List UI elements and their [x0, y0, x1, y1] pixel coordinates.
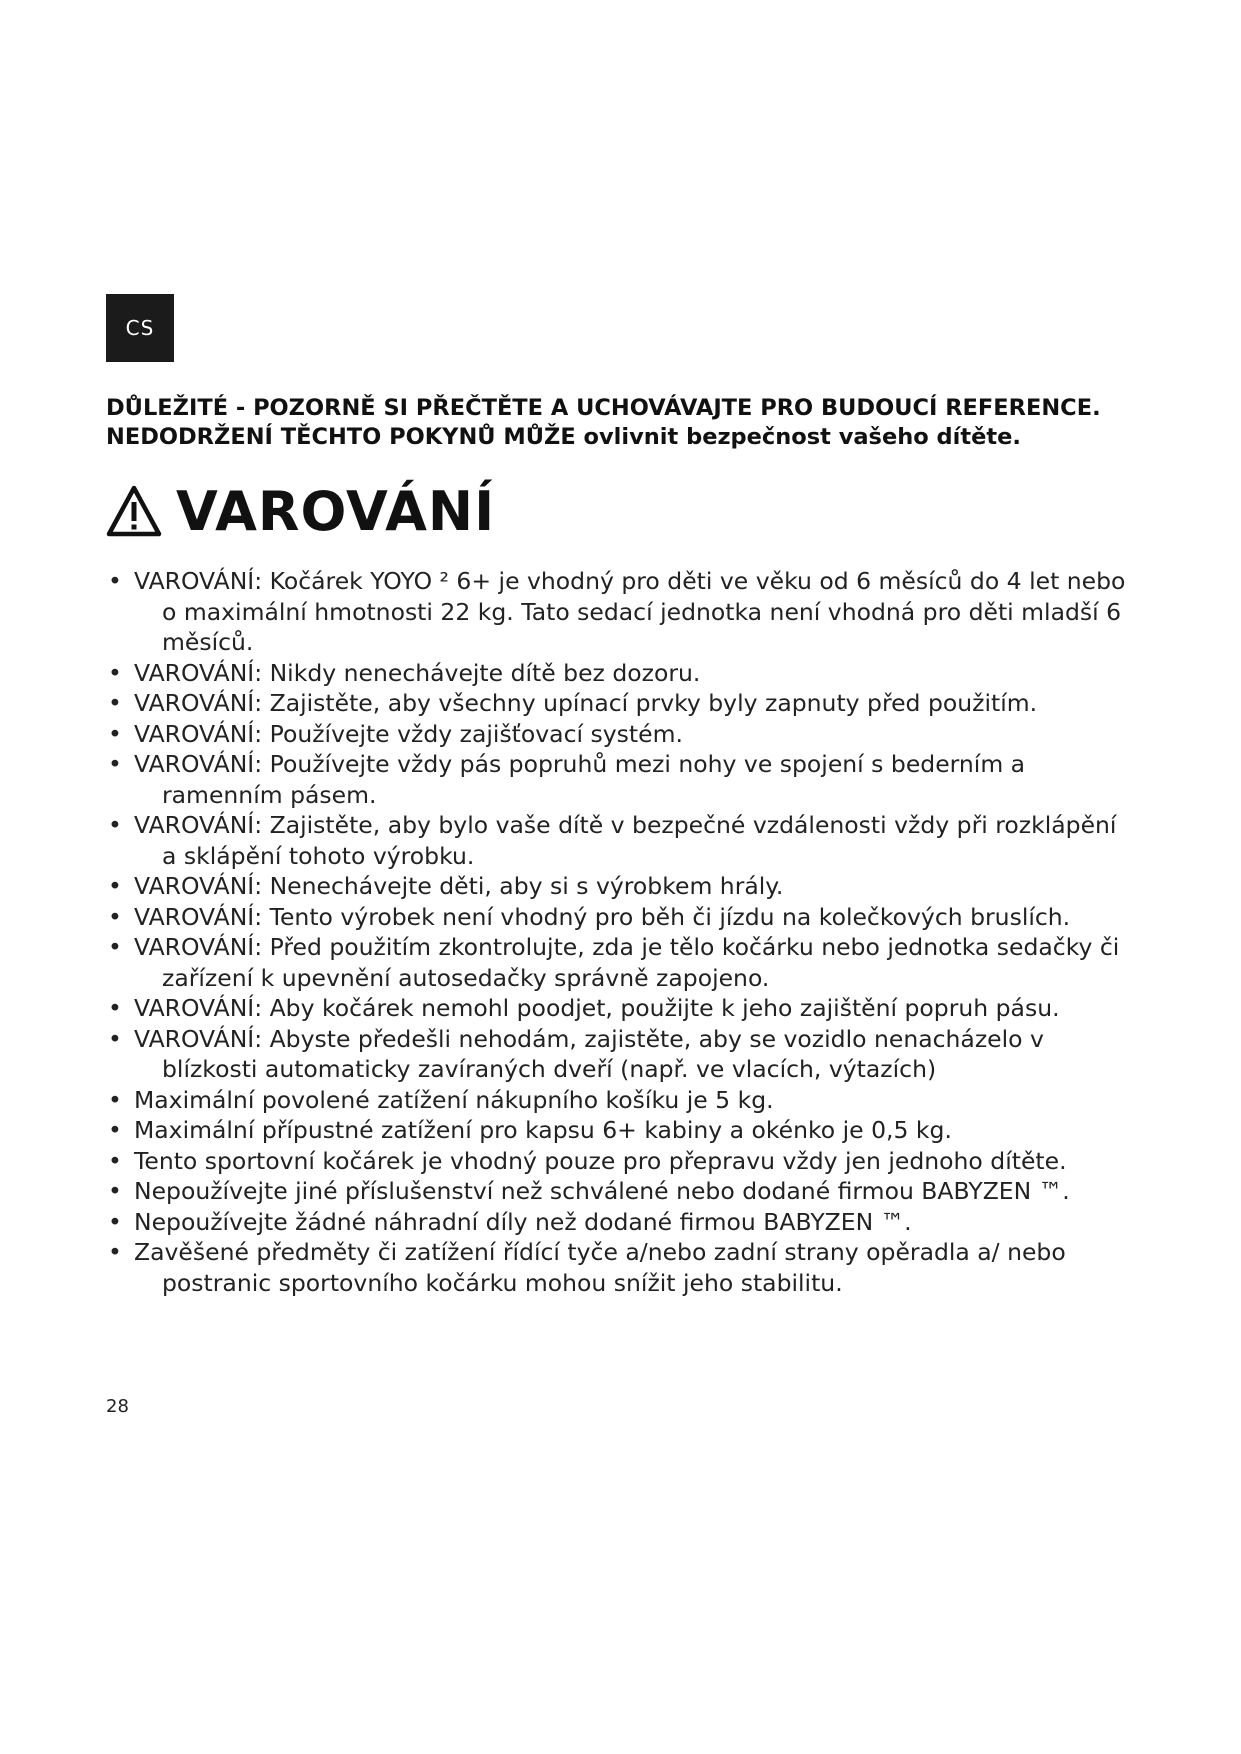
- list-item: • Tento sportovní kočárek je vhodný pouze pro přepravu vždy jen jednoho dítěte.: [106, 1146, 1136, 1177]
- warnings-list: [106, 566, 1136, 1298]
- list-item: • VAROVÁNÍ: Kočárek YOYO ² 6+ je vhodný pro děti ve věku od 6 měsíců do 4 let nebo o maximální hmotnosti 22 kg. Tato sedací jednotka není vhodná pro děti mladší 6 měsíců.: [106, 566, 1136, 658]
- list-item: • Nepoužívejte žádné náhradní díly než dodané firmou BABYZEN ™.: [106, 1207, 1136, 1238]
- list-item: • VAROVÁNÍ: Abyste předešli nehodám, zajistěte, aby se vozidlo nenacházelo v blízkosti automaticky zavíraných dveří (např. ve vlacích, výtazích): [106, 1024, 1136, 1085]
- important-notice: [106, 394, 1146, 452]
- list-item: • VAROVÁNÍ: Před použitím zkontrolujte, zda je tělo kočárku nebo jednotka sedačky či zařízení k upevnění autosedačky správně zapojeno.: [106, 932, 1136, 993]
- list-item: • Nepoužívejte jiné příslušenství než schválené nebo dodané firmou BABYZEN ™.: [106, 1176, 1136, 1207]
- important-notice-line-2: NEDODRŽENÍ TĚCHTO POKYNŮ MŮŽE ovlivnit bezpečnost vašeho dítěte.: [106, 424, 1021, 450]
- list-item: • VAROVÁNÍ: Používejte vždy pás popruhů mezi nohy ve spojení s bederním a ramenním pásem.: [106, 749, 1136, 810]
- warning-triangle-icon: [106, 485, 162, 537]
- list-item: • VAROVÁNÍ: Nenechávejte děti, aby si s výrobkem hrály.: [106, 871, 1136, 902]
- list-item: • VAROVÁNÍ: Tento výrobek není vhodný pro běh či jízdu na kolečkových bruslích.: [106, 902, 1136, 933]
- list-item: • VAROVÁNÍ: Nikdy nenechávejte dítě bez dozoru.: [106, 658, 1136, 689]
- warning-title: VAROVÁNÍ: [176, 479, 496, 543]
- list-item: • Maximální přípustné zatížení pro kapsu 6+ kabiny a okénko je 0,5 kg.: [106, 1115, 1136, 1146]
- list-item: • VAROVÁNÍ: Zajistěte, aby všechny upínací prvky byly zapnuty před použitím.: [106, 688, 1136, 719]
- list-item: • VAROVÁNÍ: Používejte vždy zajišťovací systém.: [106, 719, 1136, 750]
- important-notice-line-1: DŮLEŽITÉ - POZORNĚ SI PŘEČTĚTE A UCHOVÁVAJTE PRO BUDOUCÍ REFERENCE.: [106, 395, 1101, 421]
- warning-heading: [106, 478, 495, 544]
- list-item: • Maximální povolené zatížení nákupního košíku je 5 kg.: [106, 1085, 1136, 1116]
- language-badge: CS: [106, 294, 174, 362]
- list-item: • VAROVÁNÍ: Aby kočárek nemohl poodjet, použijte k jeho zajištění popruh pásu.: [106, 993, 1136, 1024]
- list-item: • Zavěšené předměty či zatížení řídící tyče a/nebo zadní strany opěradla a/ nebo postranic sportovního kočárku mohou snížit jeho stabilitu.: [106, 1237, 1136, 1298]
- list-item: • VAROVÁNÍ: Zajistěte, aby bylo vaše dítě v bezpečné vzdálenosti vždy při rozklápění a sklápění tohoto výrobku.: [106, 810, 1136, 871]
- page-number: 28: [106, 1396, 129, 1417]
